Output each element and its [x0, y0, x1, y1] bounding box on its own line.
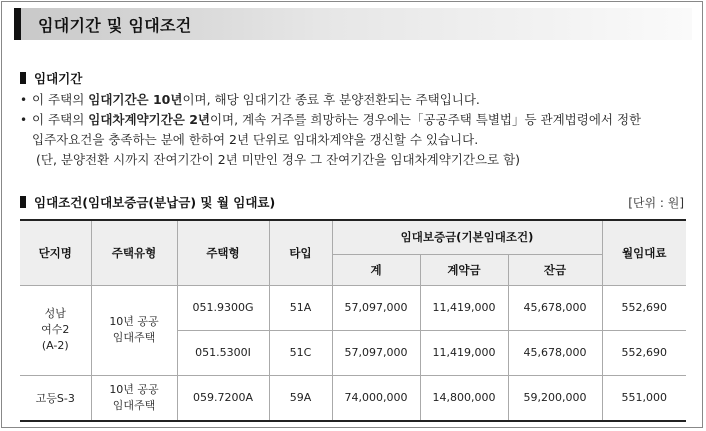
period-line-1: 이 주택의 임대기간은 10년이며, 해당 임대기간 종료 후 분양전환되는 주택입니다.: [32, 92, 480, 107]
type-cell: 59A: [269, 375, 332, 421]
terms-heading: [20, 193, 275, 211]
section-banner: [14, 8, 692, 40]
header-type: 타입: [269, 220, 332, 285]
header-rent: 월임대료: [602, 220, 686, 285]
rent-cell: 552,690: [602, 330, 686, 375]
header-complex: 단지명: [20, 220, 91, 285]
period-line-3: 입주자요건을 충족하는 분에 한하여 2년 단위로 임대차계약을 갱신할 수 있습니다.: [32, 132, 479, 147]
rent-cell: 552,690: [602, 285, 686, 330]
bullet-icon: •: [20, 93, 28, 107]
complex-cell: 성남 여수2 (A-2): [20, 285, 91, 375]
down-cell: 11,419,000: [420, 285, 508, 330]
balance-cell: 45,678,000: [508, 285, 602, 330]
page-title: 임대기간 및 임대조건: [38, 16, 192, 35]
square-bullet-icon: [20, 196, 26, 208]
contract-emphasis: 임대차계약기간은 2년: [88, 112, 210, 127]
table-row: [20, 285, 686, 330]
balance-cell: 59,200,000: [508, 375, 602, 421]
model-cell: 051.5300I: [177, 330, 269, 375]
down-cell: 11,419,000: [420, 330, 508, 375]
total-cell: 74,000,000: [332, 375, 420, 421]
model-cell: 051.9300G: [177, 285, 269, 330]
total-cell: 57,097,000: [332, 285, 420, 330]
terms-heading-label: 임대조건(임대보증금(분납금) 및 월 임대료): [34, 195, 276, 210]
unit-label: [단위 : 원]: [628, 196, 684, 210]
complex-cell: 고등S-3: [20, 375, 91, 421]
header-deposit: 임대보증금(기본임대조건): [332, 220, 602, 254]
bullet-icon: •: [20, 113, 28, 127]
period-heading: [20, 69, 82, 87]
down-cell: 14,800,000: [420, 375, 508, 421]
type-cell: 51C: [269, 330, 332, 375]
period-emphasis: 임대기간은 10년: [88, 92, 183, 107]
balance-cell: 45,678,000: [508, 330, 602, 375]
header-model: 주택형: [177, 220, 269, 285]
period-note: (단, 분양전환 시까지 잔여기간이 2년 미만인 경우 그 잔여기간을 임대차계약기간으로 함): [36, 152, 521, 167]
type-cell: 51A: [269, 285, 332, 330]
rental-terms-table: [20, 219, 686, 422]
header-down: 계약금: [420, 254, 508, 285]
total-cell: 57,097,000: [332, 330, 420, 375]
period-heading-label: 임대기간: [34, 71, 83, 86]
rent-cell: 551,000: [602, 375, 686, 421]
header-total: 계: [332, 254, 420, 285]
house-type-cell: 10년 공공 임대주택: [91, 285, 177, 375]
header-house-type: 주택유형: [91, 220, 177, 285]
house-type-cell: 10년 공공 임대주택: [91, 375, 177, 421]
table-row: [20, 375, 686, 421]
table-header-row: [20, 220, 686, 254]
period-line-2: 이 주택의 임대차계약기간은 2년이며, 계속 거주를 희망하는 경우에는「공공주택 특별법」등 관계법령에서 정한: [32, 112, 642, 127]
model-cell: 059.7200A: [177, 375, 269, 421]
header-balance: 잔금: [508, 254, 602, 285]
square-bullet-icon: [20, 72, 26, 84]
banner-accent-bar: [14, 8, 21, 40]
